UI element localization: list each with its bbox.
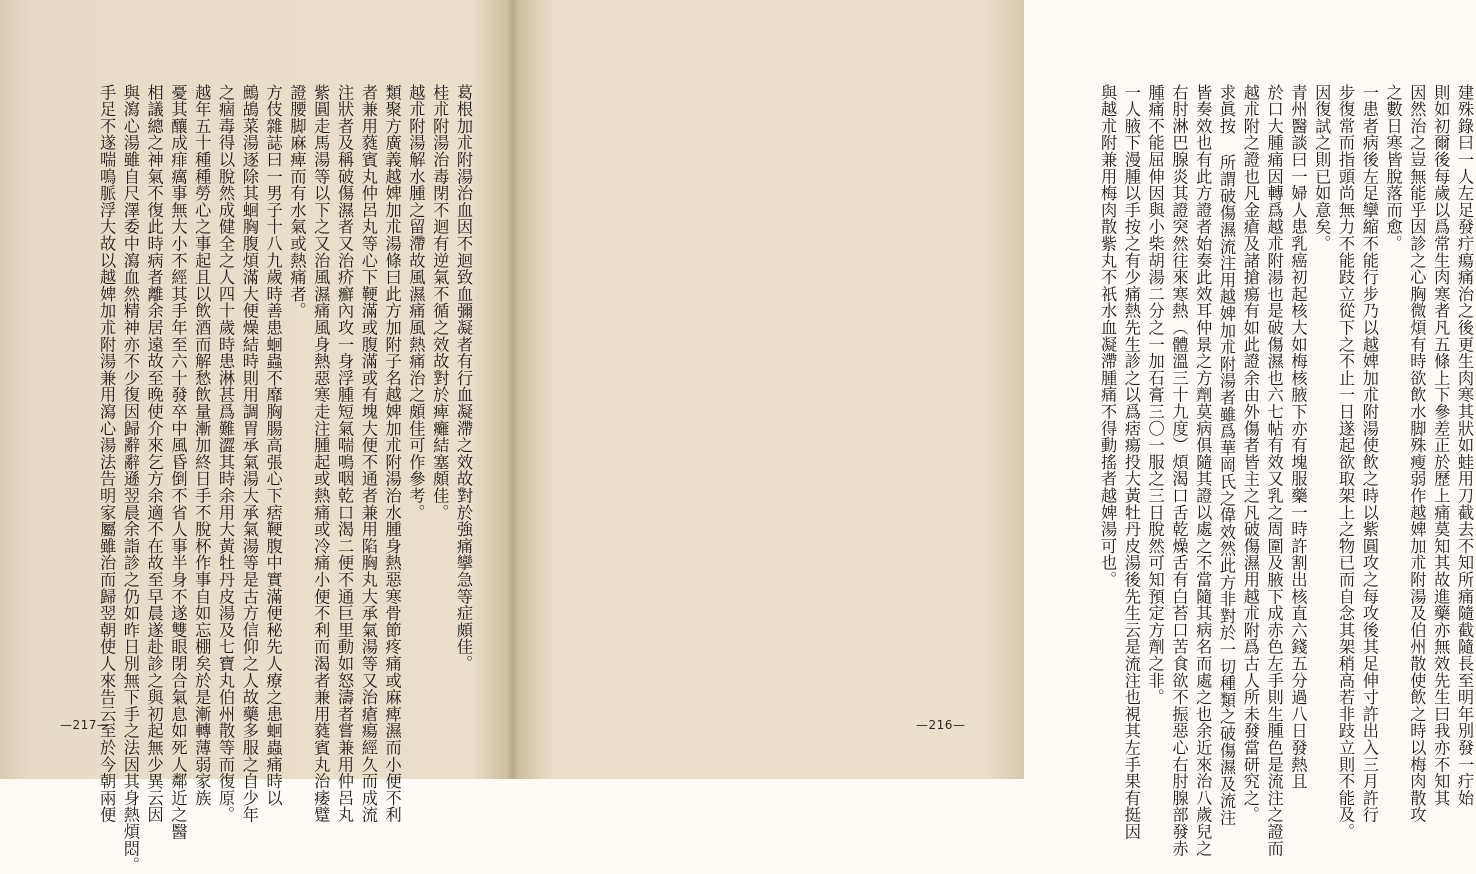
- text-column: 步復常而指頭尚無力不能跂立從下之不止一日遂起欲取架上之物已而自念其架稍高若非跂立則不能及。: [1336, 84, 1356, 840]
- text-column: 相議總之神氣不復此時病者離余居遠故至晚使介來乞方余適不在故至早晨遂赴診之與初起無少異云因: [144, 84, 164, 824]
- text-column: 紫圓走馬湯等以下之又治風濕痛風身熱惡寒走注腫起或熱痛或冷痛小便不利而渴者兼用蕤賓丸治痿躄: [311, 84, 331, 824]
- right-page: [514, 0, 1474, 857]
- text-column: 一人腋下漫腫以手按之有少痛熱先生診之以爲痞瘍投大黃牡丹皮湯後先生云是流注也視其左手果有挺因: [1121, 84, 1141, 840]
- text-column: 注狀者及稱破傷濕者又治疥癬內攻一身浮腫短氣喘鳴咽乾口渴二便不通巨里動如怒濤者嘗兼用仲呂丸: [335, 84, 355, 824]
- text-column: 青州醫談曰一婦人患乳癌初起核大如梅核腋下亦有塊服藥一時許割出核直六錢五分過八日發熱且: [1288, 84, 1308, 790]
- text-column: 則如初爾後每歲以爲常生肉寒者凡五條上下參差正於歷上痛莫知其故進藥亦無效先生曰我亦不知其: [1431, 84, 1451, 807]
- text-column: 類聚方廣義越婢加朮湯條曰此方加附子名越婢加朮附湯治水腫身熱惡寒骨節疼痛或麻痺濕而小便不利: [382, 84, 402, 824]
- text-column: 越朮附湯解水腫之留滯故風濕痛風熱痛治之頗佳可作參考。: [406, 84, 426, 521]
- text-column: 皆奏效也有此方證者始奏此效耳仲景之方劑莫病俱隨其證以處之不當隨其病名而處之也余近來治八歲兒之: [1193, 84, 1213, 857]
- text-column: 之痼毒得以脫然成健全之人四十歲時患淋甚爲難澀其時余用大黃牡丹皮湯及七寶丸伯州散等而復原。: [216, 84, 236, 824]
- text-column: 建殊錄曰一人左足發疔瘍痛治之後更生肉寒其狀如蛙用刀截去不知所痛隨截隨長至明年別發一疔始: [1455, 84, 1474, 807]
- text-column: 越朮附之證也凡金瘡及諸搶瘍有如此證余由外傷者皆主之凡破傷濕用越朮附爲古人所未發當研究之。: [1240, 84, 1260, 824]
- text-column: 越年五十種種勞心之事起且以飲酒而解愁飲量漸加終日手不脫杯作事自如忘棚矣於是漸轉薄弱家族: [192, 84, 212, 807]
- left-page-number: —217—: [60, 718, 110, 732]
- right-page-text: [1014, 84, 1476, 857]
- text-column: 手足不遂喘鳴脈浮大故以越婢加朮附湯兼用瀉心湯法告明家屬雖治而歸翌朝使人來告云至於今朝兩便: [97, 84, 117, 824]
- text-column: 之數日寒皆脫落而愈。: [1383, 84, 1403, 252]
- text-column: 葛根加朮附湯治血因不迴致血彌凝者有行血凝滯之效故對於強痛攣急等症頗佳。: [454, 84, 473, 672]
- text-column: 者兼用蕤賓丸仲呂丸等心下鞕滿或腹滿或有塊大便不通者兼用陷胸丸大承氣湯等又治瘡瘍經久而成流: [358, 84, 378, 824]
- text-column: 因然治之豈無能乎因診之心胸微煩有時欲飲水脚殊瘦弱作越婢加朮附湯及伯州散使飲之時以梅肉散攻: [1407, 84, 1427, 824]
- text-column: 右肘淋巴腺炎其證突然往來寒熱（體溫三十九度）煩渴口舌乾燥舌有白苔口苦食欲不振惡心右肘腺部發赤: [1169, 84, 1189, 857]
- text-column: 憂其釀成痱癘事無大小不經其手年至六十發卒中風昏倒不省人事半身不遂雙眼閉合氣息如死人鄰近之醫: [168, 84, 188, 840]
- text-column: 與瀉心湯雖自尺澤委中瀉血然精神亦不少復因歸辭辭遜翌晨余詣診之仍如昨日別無下手之法因其身熱煩悶。: [120, 84, 140, 874]
- text-column: 一患者病後左足攣縮不能行步乃以越婢加朮附湯使飲之時以紫圓攻之每攻後其足伸寸許出入三月許行: [1359, 84, 1379, 824]
- left-page: [0, 0, 510, 874]
- text-column: 桂朮附湯治毒閉不迴有逆氣不循之效故對於痺癱結塞頗佳。: [430, 84, 450, 521]
- text-column: 因復試之則已如意矣。: [1312, 84, 1332, 252]
- text-column: 求眞按 所謂破傷濕流注用越婢加朮附湯者雖爲華岡氏之偉效然此方非對於一切種類之破傷濕及流注: [1217, 84, 1237, 826]
- text-column: 證腰脚麻痺而有水氣或熱痛者。: [287, 84, 307, 320]
- right-page-number: —216—: [916, 718, 966, 732]
- text-column: 於口大腫痛因轉爲越朮附湯也是破傷濕也六七帖有效又乳之周圍及腋下成赤色左手則生腫色是流注之證而: [1264, 84, 1284, 857]
- text-column: 方伎雜誌曰一男子十八九歲時善患蛔蟲不靡胸腸高張心下痞鞕腹中實滿便秘先人療之患蛔蟲痛時以: [263, 84, 283, 807]
- text-column: 與越朮附兼用梅肉散紫丸不祇水血凝滯腫痛不得動搖者越婢湯可也。: [1098, 84, 1118, 588]
- text-column: 腫痛不能屈伸因與小柴胡湯二分之一加石膏三〇一服之三日脫然可知預定方劑之非。: [1145, 84, 1165, 706]
- text-column: 鷓鴣菜湯逐除其蛔胸腹煩滿大便燥結時則用調胃承氣湯大承氣湯等是古方信仰之人故藥多服之自少年: [239, 84, 259, 824]
